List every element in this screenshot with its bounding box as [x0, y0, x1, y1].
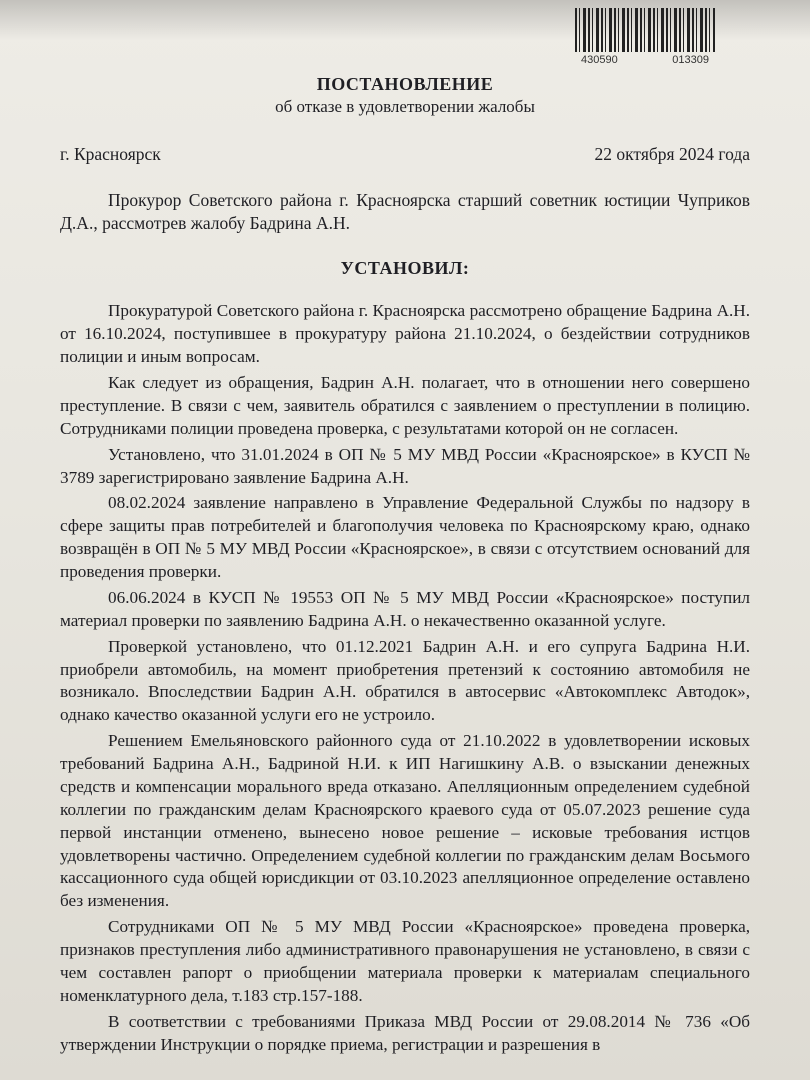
- barcode-numbers: [575, 54, 715, 66]
- barcode-left-number: 430590: [581, 54, 618, 66]
- barcode: [575, 8, 715, 70]
- paragraph: Проверкой установлено, что 01.12.2021 Бадрин А.Н. и его супруга Бадрина Н.И. приобрели автомобиль, на момент приобретения претензий к состоянию автомобиля не возникало. Впоследствии Бадрин А.Н. обратился в автосервис «Автокомплекс Автодок», однако качество оказанной услуги его не устроило.: [60, 636, 750, 725]
- paragraph: Установлено, что 31.01.2024 в ОП № 5 МУ МВД России «Красноярское» в КУСП № 3789 зарегистрировано заявление Бадрина А.Н.: [60, 444, 750, 487]
- paragraph: Решением Емельяновского районного суда от 21.10.2022 в удовлетворении исковых требований Бадрина А.Н., Бадриной Н.И. к ИП Нагишкину А.В. о взыскании денежных средств и компенсации морального вреда отказано. Апелляционным определением судебной коллегии по гражданским делам Красноярского краевого суда от 05.07.2023 решение суда первой инстанции отменено, вынесено новое решение – исковые требования истцов удовлетворены частично. Определением судебной коллегии по гражданским делам Восьмого кассационного суда общей юрисдикции от 03.10.2023 апелляционное определение оставлено без изменения.: [60, 731, 750, 911]
- paragraph: 08.02.2024 заявление направлено в Управление Федеральной Службы по надзору в сфере защиты прав потребителей и благополучия человека по Красноярскому краю, однако возвращён в ОП № 5 МУ МВД России «Красноярское», в связи с отсутствием оснований для проведения проверки.: [60, 493, 750, 582]
- paragraph: 06.06.2024 в КУСП № 19553 ОП № 5 МУ МВД России «Красноярское» поступил материал проверки по заявлению Бадрина А.Н. о некачественно оказанной услуге.: [60, 587, 750, 630]
- paragraph: В соответствии с требованиями Приказа МВД России от 29.08.2014 № 736 «Об утверждении Инструкции о порядке приема, регистрации и разрешения в: [60, 1011, 750, 1054]
- barcode-bars: [575, 8, 715, 52]
- document-body: [60, 72, 750, 1059]
- barcode-right-number: 013309: [672, 54, 709, 66]
- document-title: ПОСТАНОВЛЕНИЕ: [316, 74, 494, 94]
- paragraph: Сотрудниками ОП № 5 МУ МВД России «Красноярское» проведена проверка, признаков преступления либо административного правонарушения не установлено, в связи с чем составлен рапорт о приобщении материала проверки к материалам специального номенклатурного дела, т.183 стр.157-188.: [60, 917, 750, 1005]
- city: г. Красноярск: [60, 144, 161, 165]
- paragraph: Прокуратурой Советского района г. Красноярска рассмотрено обращение Бадрина А.Н. от 16.10.2024, поступившее в прокуратуру района 21.10.2024, о бездействии сотрудников полиции и иным вопросам.: [60, 301, 750, 367]
- place-date-line: [60, 143, 750, 167]
- section-heading: УСТАНОВИЛ:: [340, 258, 470, 279]
- paragraph: Как следует из обращения, Бадрин А.Н. полагает, что в отношении него совершено преступление. В связи с чем, заявитель обратился с заявлением о преступлении в полицию. Сотрудниками полиции проведена проверка, с результатами которой он не согласен.: [60, 373, 750, 438]
- intro-paragraph: Прокурор Советского района г. Красноярска старший советник юстиции Чуприков Д.А., рассмотрев жалобу Бадрина А.Н.: [60, 189, 750, 234]
- date: 22 октября 2024 года: [594, 144, 750, 165]
- document-subtitle: об отказе в удовлетворении жалобы: [275, 97, 535, 117]
